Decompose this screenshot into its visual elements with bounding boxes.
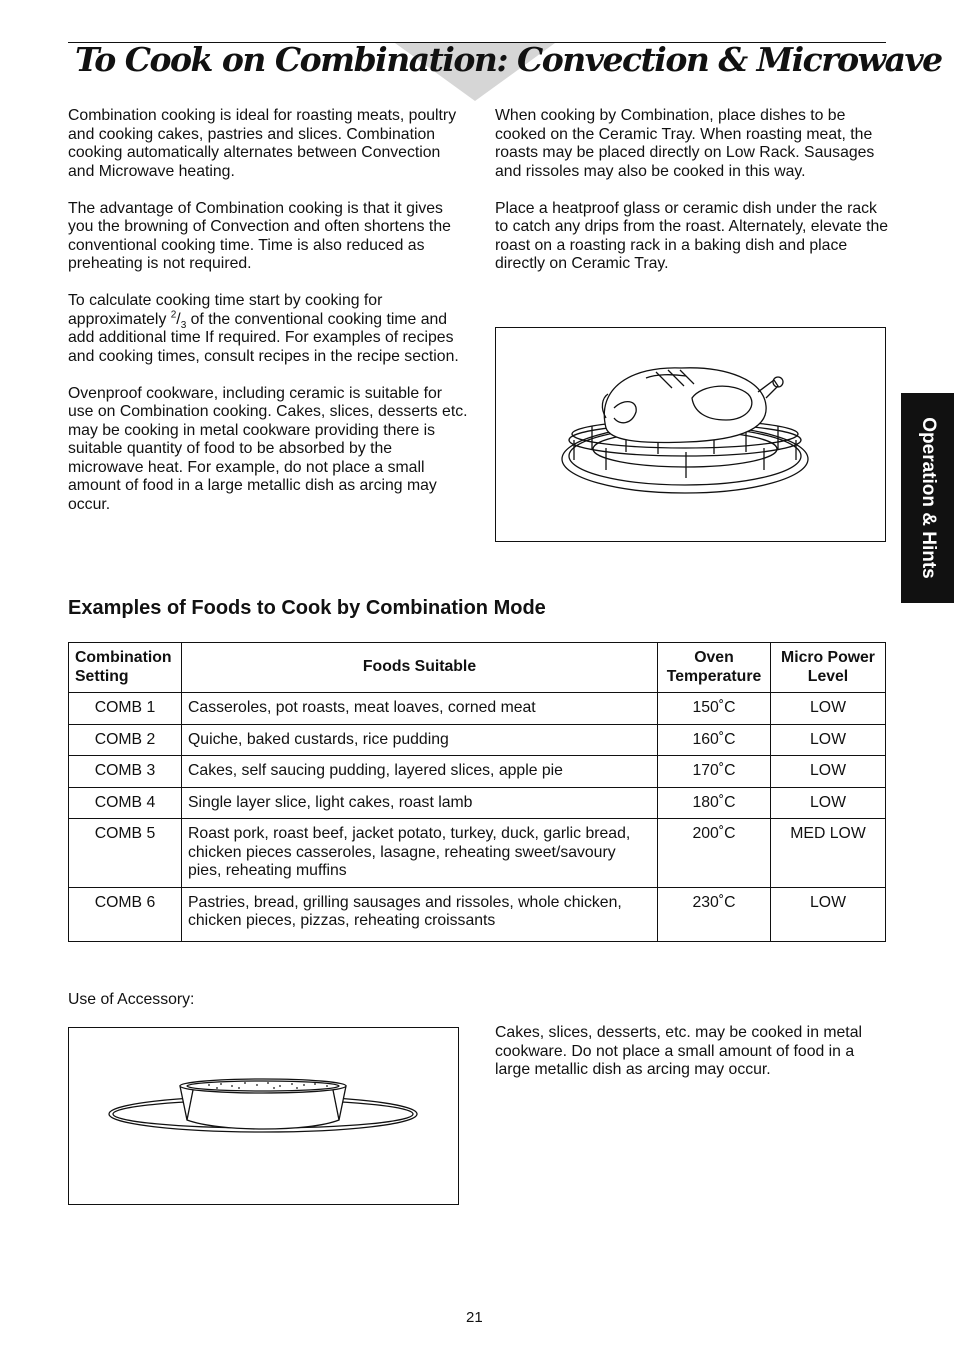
combination-table-heading: Examples of Foods to Cook by Combination Mode xyxy=(68,597,546,619)
row-setting: COMB 3 xyxy=(69,756,182,788)
header-temp-line2: Temperature xyxy=(666,667,762,685)
header-foods-suitable: Foods Suitable xyxy=(182,643,658,693)
combination-mode-table xyxy=(68,642,886,942)
row-power-level: MED LOW xyxy=(771,819,886,888)
row-temperature: 160˚C xyxy=(658,724,771,756)
side-tab-label: Operation & Hints xyxy=(917,417,939,579)
table-header-row xyxy=(69,643,886,693)
page-title: To Cook on Combination: Convection & Microwave xyxy=(75,40,942,79)
table-row xyxy=(69,693,886,725)
fraction-denominator: 3 xyxy=(180,319,187,331)
row-setting: COMB 6 xyxy=(69,887,182,941)
header-combination-setting xyxy=(69,643,182,693)
header-power-line2: Level xyxy=(807,667,849,685)
row-foods: Quiche, baked custards, rice pudding xyxy=(182,724,658,756)
row-temperature: 200˚C xyxy=(658,819,771,888)
row-foods: Roast pork, roast beef, jacket potato, turkey, duck, garlic bread, chicken pieces casseroles, lasagne, reheating sweet/savoury pies, reheating muffins xyxy=(182,819,658,888)
fraction-numerator: 2 xyxy=(170,309,177,321)
header-setting-line1: Combination xyxy=(75,649,172,666)
cooking-time-paragraph: To calculate cooking time start by cooking for approximately $^2/_3$ of the conventional cooking time and add additional time If required. For examples of recipes and cooking times, consult recipes in the recipe section. xyxy=(68,292,459,365)
left-column xyxy=(68,107,468,533)
roast-chicken-drawing xyxy=(496,328,885,541)
cooking-time-text-a: To calculate cooking time start by cooking for approximately xyxy=(68,292,383,328)
right-column xyxy=(495,107,890,292)
row-temperature: 230˚C xyxy=(658,887,771,941)
operation-hints-tab xyxy=(901,393,954,603)
header-oven-temperature xyxy=(658,643,771,693)
row-foods: Cakes, self saucing pudding, layered slices, apple pie xyxy=(182,756,658,788)
table-row xyxy=(69,756,886,788)
row-foods: Pastries, bread, grilling sausages and rissoles, whole chicken, chicken pieces, pizzas, reheating croissants xyxy=(182,887,658,941)
dish-on-tray-illustration xyxy=(68,1027,459,1205)
row-foods: Single layer slice, light cakes, roast lamb xyxy=(182,787,658,819)
row-foods: Casseroles, pot roasts, meat loaves, corned meat xyxy=(182,693,658,725)
row-power-level: LOW xyxy=(771,787,886,819)
cookware-paragraph: Ovenproof cookware, including ceramic is suitable for use on Combination cooking. Cakes, slices, desserts etc. may be cooking in metal cookware providing there is suitable quantity of food to be absorbed by the microwave heat. For example, do not place a small amount of food in a large metallic dish as arcing may occur. xyxy=(68,384,468,513)
intro-paragraph: Combination cooking is ideal for roasting meats, poultry and cooking cakes, pastries and slices. Combination cooking automatically alternates between Convection and Microwave heating. xyxy=(68,107,457,180)
metal-cookware-note: Cakes, slices, desserts, etc. may be cooked in metal cookware. Do not place a small amount of food in a large metallic dish as arcing may occur. xyxy=(495,1024,862,1078)
row-temperature: 150˚C xyxy=(658,693,771,725)
page-number: 21 xyxy=(466,1309,483,1326)
row-power-level: LOW xyxy=(771,693,886,725)
header-power-line1: Micro Power xyxy=(781,649,875,666)
header-micro-power-level xyxy=(771,643,886,693)
row-setting: COMB 1 xyxy=(69,693,182,725)
roast-on-rack-illustration xyxy=(495,327,886,542)
row-power-level: LOW xyxy=(771,887,886,941)
table-row xyxy=(69,787,886,819)
row-setting: COMB 4 xyxy=(69,787,182,819)
row-temperature: 170˚C xyxy=(658,756,771,788)
metal-dish-drawing xyxy=(69,1028,458,1204)
header-setting-line2: Setting xyxy=(75,667,129,685)
table-row xyxy=(69,887,886,941)
table-row xyxy=(69,724,886,756)
row-setting: COMB 2 xyxy=(69,724,182,756)
row-setting: COMB 5 xyxy=(69,819,182,888)
advantage-paragraph: The advantage of Combination cooking is that it gives you the browning of Convection and often shortens the conventional cooking time. Time is also reduced as preheating is not required. xyxy=(68,199,451,272)
row-power-level: LOW xyxy=(771,756,886,788)
row-power-level: LOW xyxy=(771,724,886,756)
header-temp-line1: Oven xyxy=(694,649,734,666)
cooking-time-text-b: of the conventional cooking time and add additional time If required. For examples of recipes and cooking times, consult recipes in the recipe section. xyxy=(68,310,459,365)
ceramic-tray-paragraph: When cooking by Combination, place dishes to be cooked on the Ceramic Tray. When roasting meat, the roasts may be placed directly on Low Rack. Sausages and rissoles may also be cooked in this way. xyxy=(495,107,875,180)
accessory-label: Use of Accessory: xyxy=(68,991,195,1008)
table-row xyxy=(69,819,886,888)
heatproof-dish-paragraph: Place a heatproof glass or ceramic dish under the rack to catch any drips from the roast. Alternately, elevate the roast on a roasting rack in a baking dish and place directly on Ceramic Tray. xyxy=(495,199,889,272)
row-temperature: 180˚C xyxy=(658,787,771,819)
